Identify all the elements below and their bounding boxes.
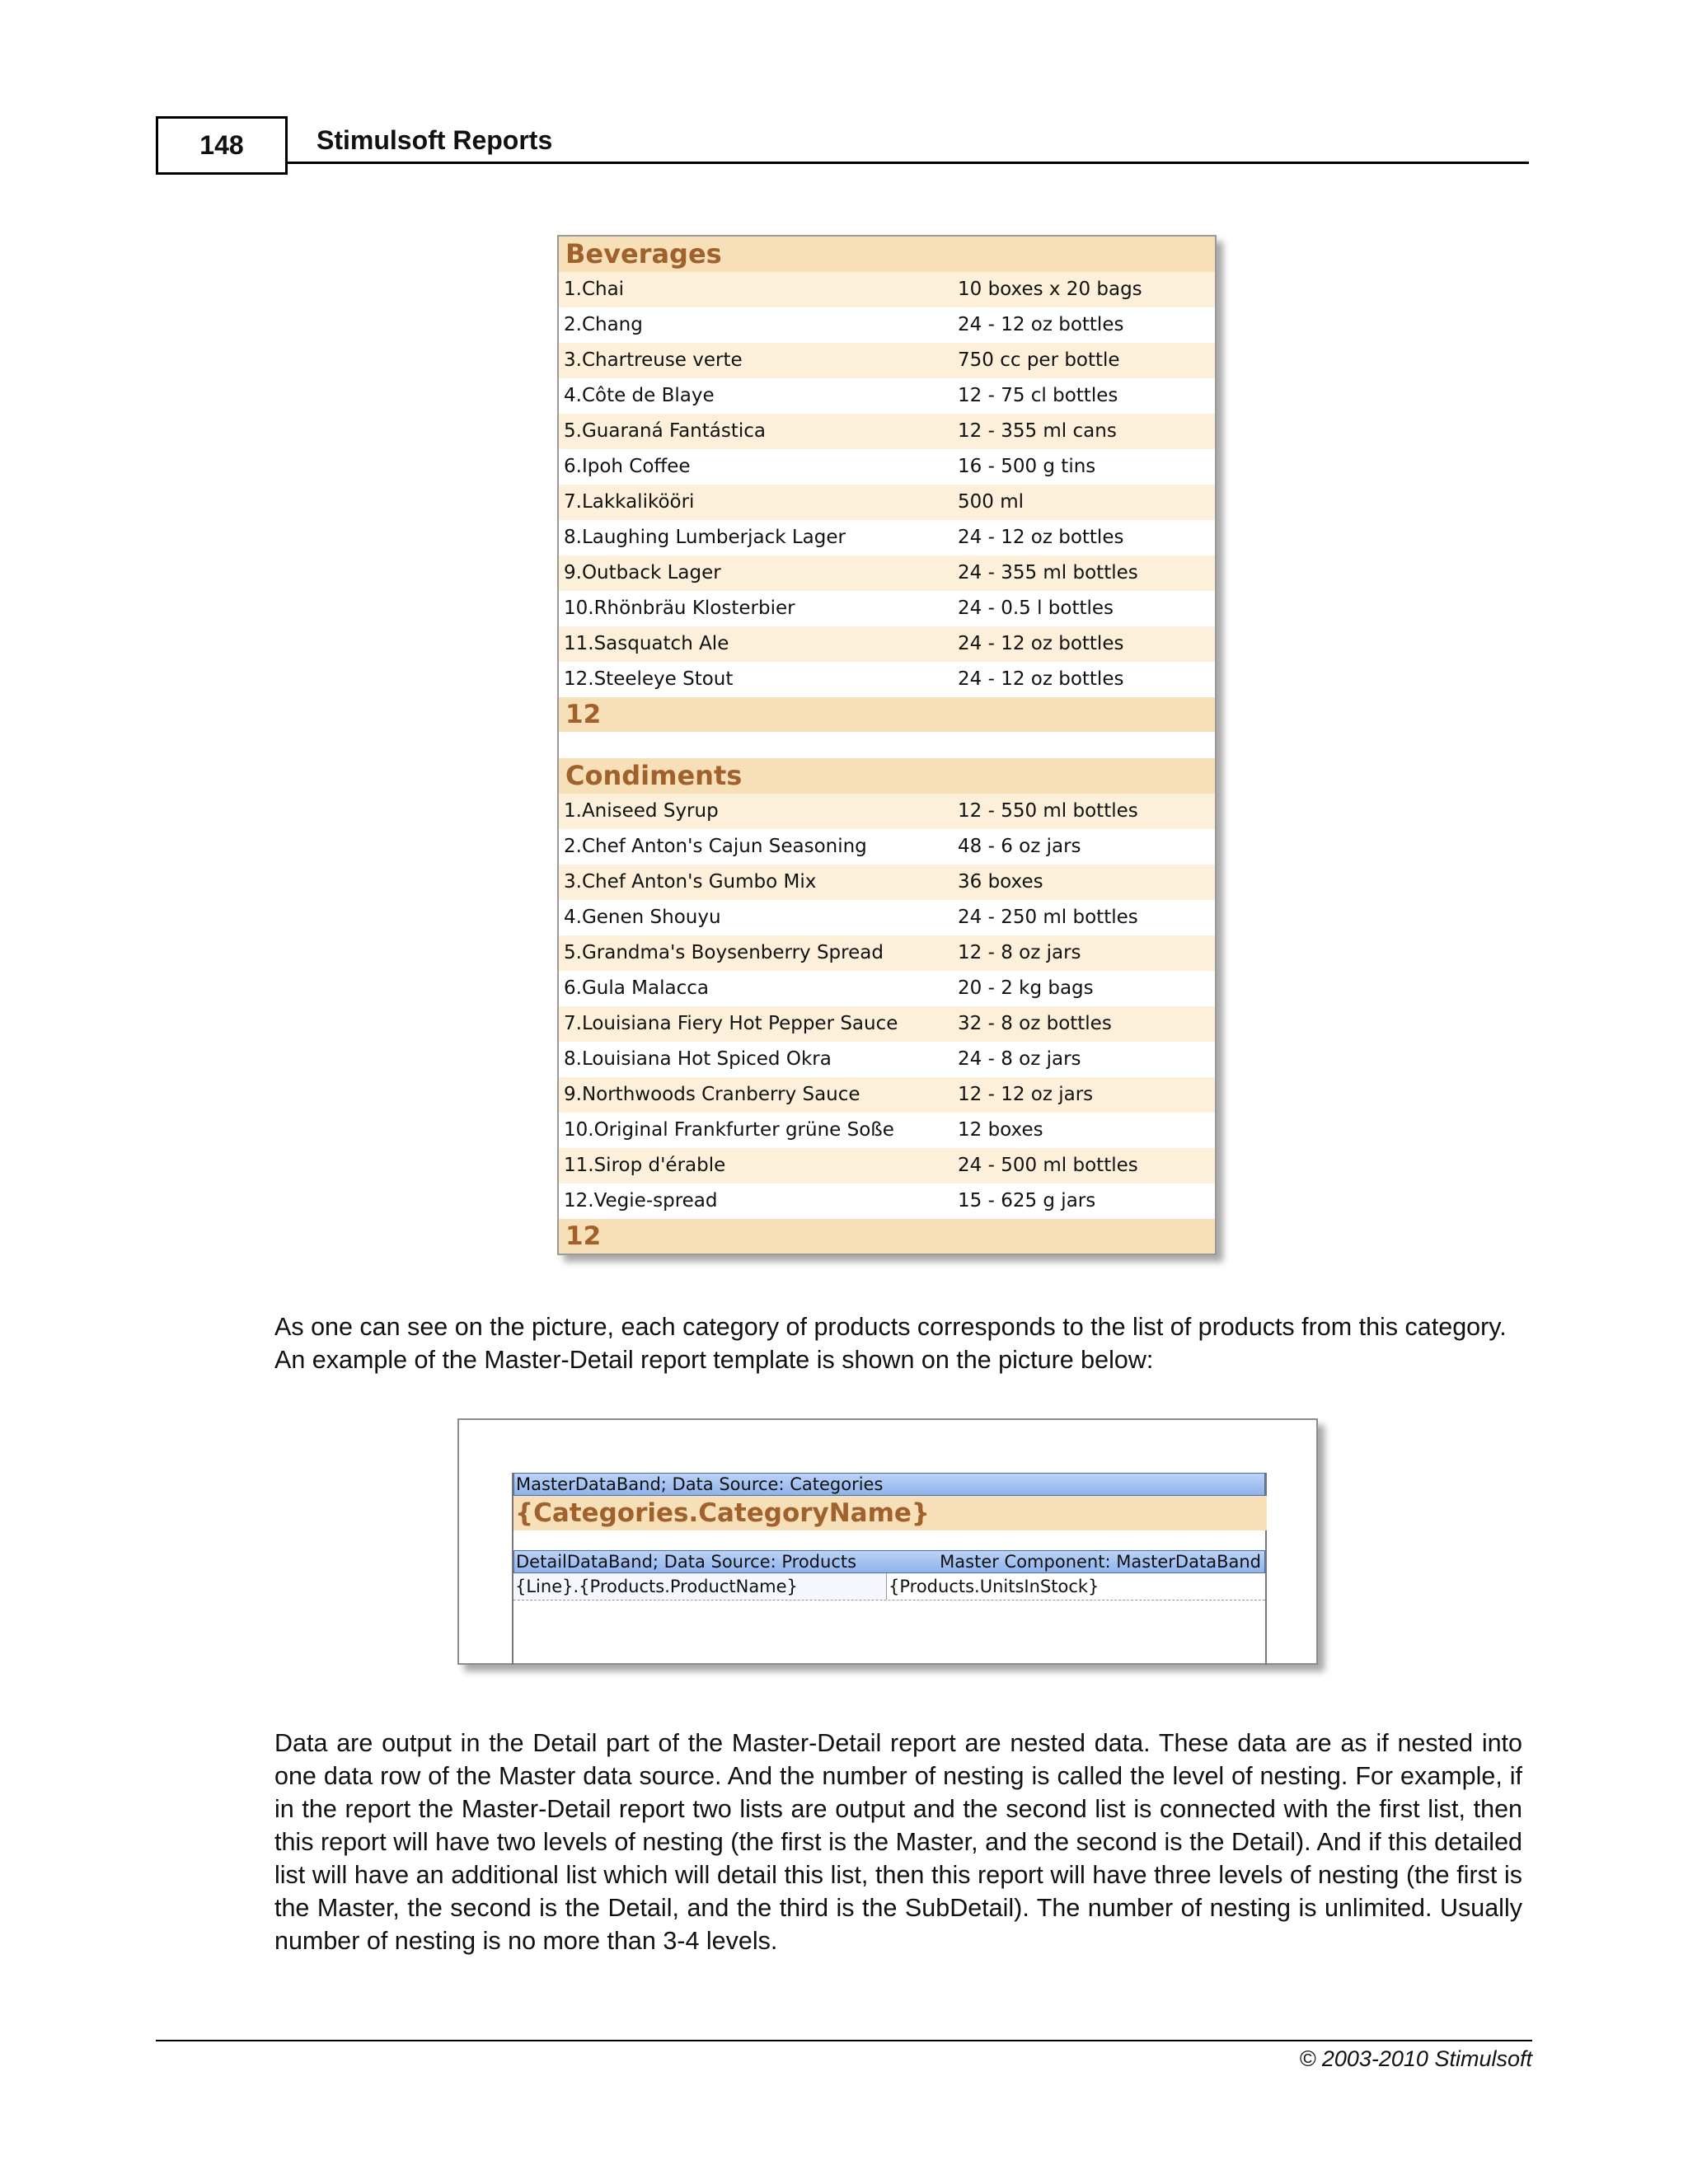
product-name: 1.Chai	[564, 279, 625, 300]
product-name: 4.Côte de Blaye	[564, 385, 715, 406]
product-row	[559, 414, 1215, 449]
product-quantity: 12 boxes	[958, 1119, 1043, 1141]
product-row	[559, 829, 1215, 865]
product-name: 1.Aniseed Syrup	[564, 800, 719, 822]
product-row	[559, 520, 1215, 555]
product-name: 8.Louisiana Hot Spiced Okra	[564, 1048, 832, 1070]
product-row	[559, 555, 1215, 591]
product-name: 11.Sirop d'érable	[564, 1155, 726, 1176]
product-name: 10.Original Frankfurter grüne Soße	[564, 1119, 894, 1141]
product-name: 5.Guaraná Fantástica	[564, 420, 767, 442]
product-name: 12.Steeleye Stout	[564, 668, 734, 690]
product-row	[559, 662, 1215, 697]
category-header: Condiments	[559, 758, 1215, 794]
category-header: Beverages	[559, 237, 1215, 272]
master-band-content[interactable]: {Categories.CategoryName}	[513, 1496, 1267, 1530]
detail-cell-units[interactable]: {Products.UnitsInStock}	[889, 1577, 1100, 1596]
product-quantity: 750 cc per bottle	[958, 349, 1120, 371]
template-designer	[457, 1418, 1318, 1665]
detail-cell-product-name[interactable]: {Line}.{Products.ProductName}	[513, 1573, 887, 1600]
detail-band-row	[513, 1573, 1265, 1601]
product-row	[559, 865, 1215, 900]
product-name: 9.Northwoods Cranberry Sauce	[564, 1084, 860, 1105]
product-name: 5.Grandma's Boysenberry Spread	[564, 942, 884, 963]
detail-band-source: DetailDataBand; Data Source: Products	[516, 1552, 857, 1572]
product-quantity: 12 - 355 ml cans	[958, 420, 1117, 442]
product-quantity: 12 - 550 ml bottles	[958, 800, 1138, 822]
product-quantity: 24 - 355 ml bottles	[958, 562, 1138, 583]
product-row	[559, 485, 1215, 520]
product-quantity: 24 - 250 ml bottles	[958, 907, 1138, 928]
product-quantity: 12 - 8 oz jars	[958, 942, 1081, 963]
product-name: 9.Outback Lager	[564, 562, 721, 583]
body-paragraph-1: As one can see on the picture, each category of products corresponds to the list of products from this category. An example of the Master-Detail report template is shown on the picture below:	[274, 1313, 1507, 1374]
product-row	[559, 449, 1215, 485]
category-gap	[559, 732, 1215, 758]
product-quantity: 48 - 6 oz jars	[958, 836, 1081, 857]
body-paragraph-2: Data are output in the Detail part of the Master-Detail report are nested data. These data are as if nested into one data row of the Master data source. And the number of nesting is called the level of nesting. For example, if in the report the Master-Detail report two lists are output and the second list is connected with the first list, then this report will have two levels of nesting (the first is the Master, and the second is the Detail). And if this detailed list will have an additional list which will detail this list, then this report will have three levels of nesting (the first is the Master, the second is the Detail, and the third is the SubDetail). The number of nesting is unlimited. Usually number of nesting is no more than 3-4 levels.	[274, 1729, 1522, 1955]
detail-band-master: Master Component: MasterDataBand	[940, 1552, 1261, 1572]
product-row	[559, 971, 1215, 1006]
product-quantity: 16 - 500 g tins	[958, 456, 1096, 477]
product-quantity: 24 - 12 oz bottles	[958, 633, 1124, 654]
product-quantity: 20 - 2 kg bags	[958, 977, 1094, 999]
product-row	[559, 307, 1215, 343]
product-quantity: 32 - 8 oz bottles	[958, 1013, 1112, 1034]
product-name: 11.Sasquatch Ale	[564, 633, 729, 654]
product-row	[559, 935, 1215, 971]
product-quantity: 24 - 0.5 l bottles	[958, 598, 1114, 619]
product-name: 6.Ipoh Coffee	[564, 456, 691, 477]
product-row	[559, 272, 1215, 307]
product-row	[559, 343, 1215, 378]
product-quantity: 12 - 75 cl bottles	[958, 385, 1118, 406]
product-quantity: 12 - 12 oz jars	[958, 1084, 1094, 1105]
footer-copyright: © 2003-2010 Stimulsoft	[1299, 2046, 1532, 2071]
product-quantity: 500 ml	[958, 491, 1025, 513]
product-name: 2.Chang	[564, 314, 643, 335]
product-row	[559, 794, 1215, 829]
product-quantity: 24 - 12 oz bottles	[958, 314, 1124, 335]
product-name: 3.Chef Anton's Gumbo Mix	[564, 871, 817, 893]
product-row	[559, 1042, 1215, 1077]
category-total: 12	[559, 1219, 1215, 1254]
product-row	[559, 1183, 1215, 1219]
detail-band-header[interactable]	[513, 1550, 1265, 1573]
product-row	[559, 1006, 1215, 1042]
header-rule	[288, 162, 1529, 164]
product-quantity: 15 - 625 g jars	[958, 1190, 1096, 1212]
product-name: 10.Rhönbräu Klosterbier	[564, 598, 795, 619]
product-name: 7.Lakkalikööri	[564, 491, 695, 513]
product-name: 2.Chef Anton's Cajun Seasoning	[564, 836, 867, 857]
product-quantity: 24 - 12 oz bottles	[958, 668, 1124, 690]
product-quantity: 10 boxes x 20 bags	[958, 279, 1142, 300]
product-quantity: 24 - 8 oz jars	[958, 1048, 1081, 1070]
product-quantity: 24 - 500 ml bottles	[958, 1155, 1138, 1176]
footer-rule	[156, 2040, 1532, 2041]
product-name: 3.Chartreuse verte	[564, 349, 743, 371]
master-band-header[interactable]: MasterDataBand; Data Source: Categories	[513, 1473, 1265, 1496]
product-row	[559, 900, 1215, 935]
product-name: 12.Vegie-spread	[564, 1190, 718, 1212]
product-quantity: 36 boxes	[958, 871, 1043, 893]
product-name: 8.Laughing Lumberjack Lager	[564, 527, 846, 548]
designer-page	[512, 1473, 1267, 1665]
category-total: 12	[559, 697, 1215, 732]
product-row	[559, 591, 1215, 626]
product-name: 4.Genen Shouyu	[564, 907, 721, 928]
product-row	[559, 378, 1215, 414]
product-name: 7.Louisiana Fiery Hot Pepper Sauce	[564, 1013, 898, 1034]
product-row	[559, 1148, 1215, 1183]
product-row	[559, 1113, 1215, 1148]
report-preview	[557, 235, 1217, 1255]
product-name: 6.Gula Malacca	[564, 977, 709, 999]
header-title: Stimulsoft Reports	[316, 125, 553, 155]
product-quantity: 24 - 12 oz bottles	[958, 527, 1124, 548]
page-number: 148	[156, 116, 288, 175]
product-row	[559, 1077, 1215, 1113]
product-row	[559, 626, 1215, 662]
